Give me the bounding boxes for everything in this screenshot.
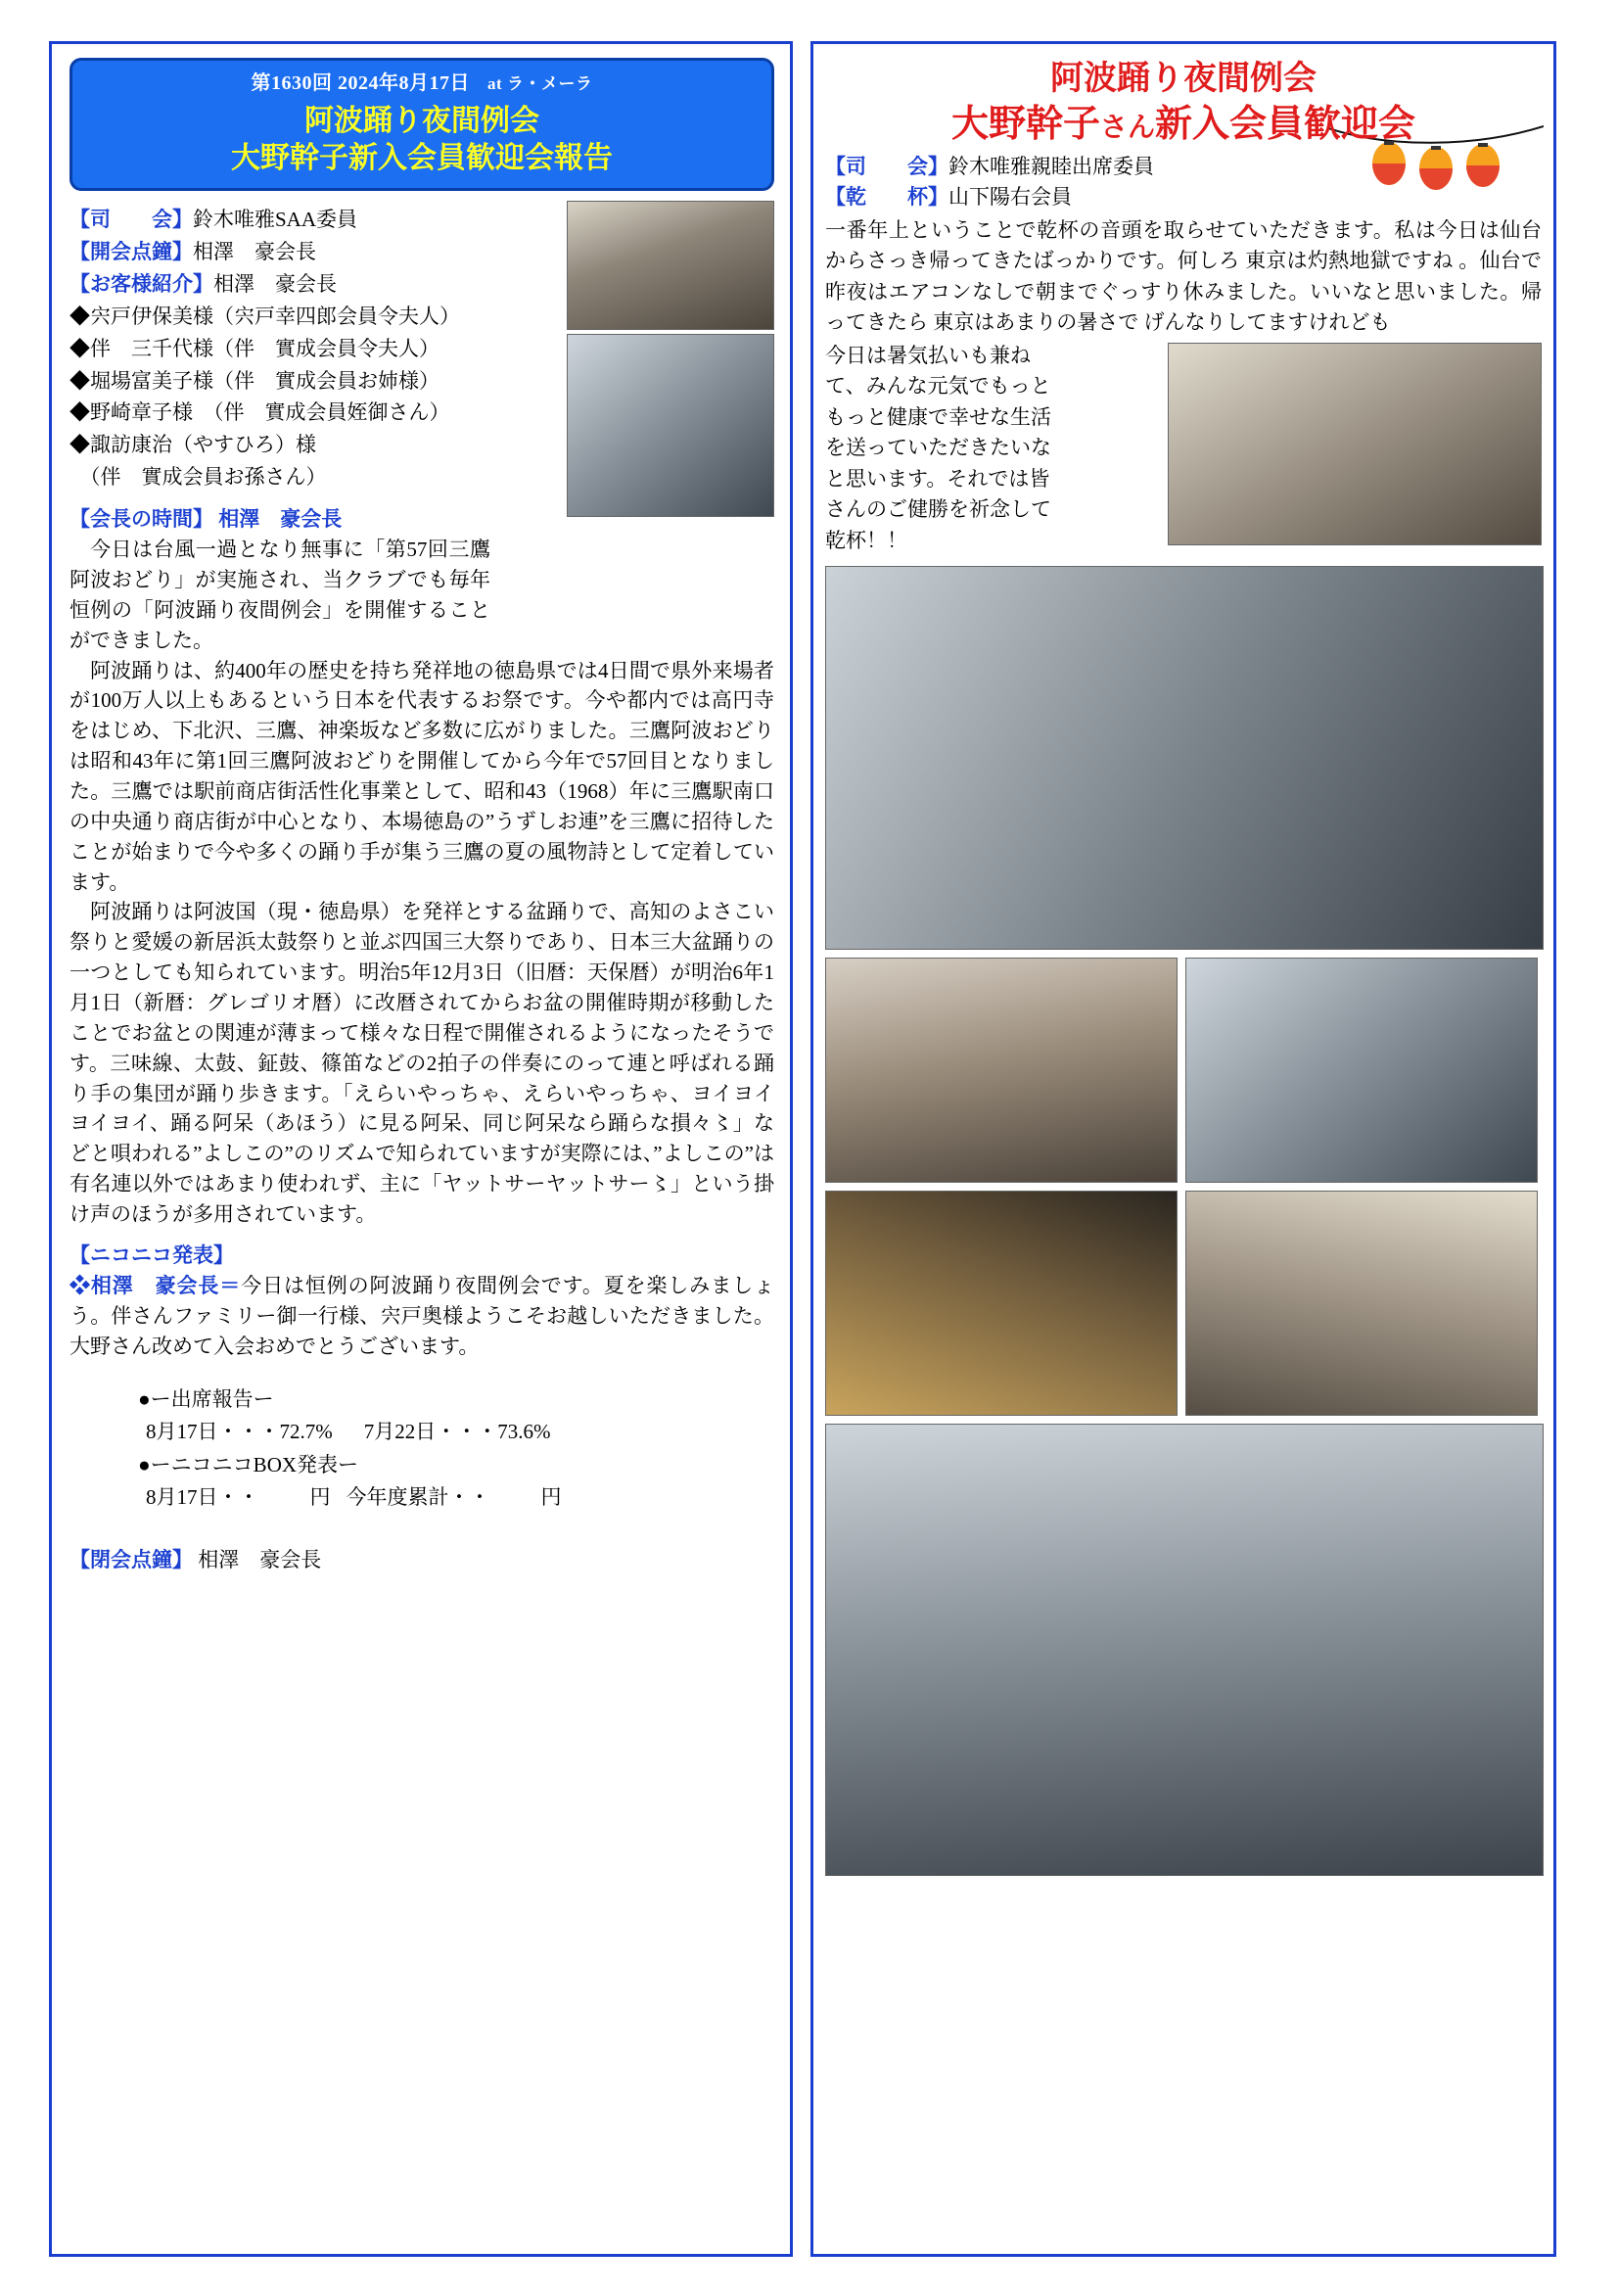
right-title-line2 — [825, 101, 1542, 149]
banner-title-line2: 大野幹子新入会員歓迎会報告 — [231, 141, 613, 174]
banner-title-line1: 阿波踊り夜間例会 — [304, 105, 539, 137]
nikoniko-total-label: 今年度累計・・ — [346, 1485, 490, 1510]
nikoniko-box-amounts — [128, 1481, 774, 1515]
right-role-label: 【乾 杯】 — [825, 185, 948, 210]
photo-party-wide — [825, 566, 1544, 950]
niko-speaker: ❖相澤 豪会長＝ — [69, 1273, 242, 1297]
right-role-value: 山下陽右会員 — [948, 185, 1072, 210]
right-role-row — [825, 152, 1542, 183]
role-value: 鈴木唯雅SAA委員 — [193, 208, 358, 231]
role-value: 相澤 豪会長 — [213, 271, 337, 296]
right-roles — [825, 152, 1542, 213]
role-label: 【司 会】 — [69, 208, 193, 231]
banner-meeting-number-date: 第1630回 2024年8月17日 — [251, 72, 471, 94]
niko-text: 今日は恒例の阿波踊り夜間例会です。夏を楽しみましょう。伴さんファミリー御一行様、宍戸奥様ようこそお越しいただきました。大野さん改めて入会おめでとうございます。 — [69, 1273, 774, 1358]
banner-meeting-info — [80, 67, 763, 95]
toast-paragraph-2-block — [825, 341, 1542, 557]
attendance-date-2: 7月22日・・・73.6% — [363, 1420, 551, 1444]
president-time-label: 【会長の時間】 — [69, 507, 213, 532]
role-row — [69, 237, 490, 268]
photo-toast-venice — [1168, 343, 1542, 545]
left-column — [49, 41, 793, 2257]
attendance-title: ●ー出席報告ー — [138, 1386, 274, 1411]
president-time-heading — [69, 503, 490, 533]
photo-awa-odori-street — [825, 1191, 1178, 1416]
guest-item: （伴 實成会員お孫さん） — [69, 465, 327, 490]
right-column — [810, 41, 1556, 2257]
photo-group-table — [825, 1424, 1544, 1876]
closing-line — [69, 1544, 774, 1573]
intro-block — [69, 205, 774, 656]
photo-president-speaking — [567, 334, 774, 517]
guest-item: ◆伴 三千代様（伴 實成会員令夫人） — [69, 336, 439, 360]
role-label: 【お客様紹介】 — [69, 271, 213, 296]
guest-item: ◆堀場富美子様（伴 實成会員お姉様） — [69, 368, 439, 393]
right-title-honorific: さん — [1099, 113, 1155, 144]
right-title-name: 大野幹子 — [950, 104, 1100, 146]
president-para-1: 今日は台風一過となり無事に「第57回三鷹阿波おどり」が実施され、当クラブでも毎年恒例の「阿波踊り夜間例会」を開催することができました。 — [69, 538, 490, 652]
guest-item: ◆野崎章子様 （伴 實成会員姪御さん） — [69, 400, 450, 425]
photo-table-right — [1185, 958, 1538, 1183]
right-role-label: 【司 会】 — [825, 154, 948, 178]
right-title-line1: 阿波踊り夜間例会 — [1050, 61, 1317, 97]
closing-label: 【閉会点鐘】 — [69, 1547, 193, 1571]
attendance-report — [69, 1383, 774, 1515]
toast-paragraph-2: 今日は暑気払いも兼ねて、みんな元気でもっともっと健康で幸せな生活を送っていただきたいなと思います。それでは皆さんのご健勝を祈念して乾杯！！ — [825, 343, 1051, 552]
nikoniko-date: 8月17日・・ — [146, 1485, 259, 1510]
role-row — [69, 205, 490, 236]
right-role-row — [825, 182, 1542, 213]
roles-and-guests — [69, 205, 490, 656]
closing-name: 相澤 豪会長 — [198, 1547, 322, 1571]
guest-item: ◆諏訪康治（やすひろ）様 — [69, 433, 316, 457]
photo-gallery — [825, 566, 1542, 1876]
banner-venue: at ラ・メーラ — [487, 74, 593, 93]
toast-paragraph-1: 一番年上ということで乾杯の音頭を取らせていただきます。私は今日は仙台からさっき帰ってきたばっかりです。何しろ 東京は灼熱地獄ですね 。仙台で昨夜はエアコンなしで朝までぐっすり休みました。いいなと思いました。帰ってきたら 東京はあまりの暑さで げんなりしてますけれども — [825, 217, 1542, 335]
attendance-date-1: 8月17日・・・72.7% — [146, 1420, 333, 1444]
nikoniko-total-yen: 円 — [540, 1485, 562, 1510]
two-column-layout — [49, 41, 1579, 2257]
role-value: 相澤 豪会長 — [193, 239, 316, 263]
nikoniko-box-title: ●ーニコニコBOX発表ー — [138, 1452, 359, 1476]
photo-row-2 — [825, 958, 1542, 1183]
right-role-value: 鈴木唯雅親睦出席委員 — [948, 154, 1154, 178]
guest-item: ◆宍戸伊保美様（宍戸幸四郎会員令夫人） — [69, 304, 460, 328]
photo-mc-speaking — [567, 201, 774, 330]
president-para-3: 阿波踊りは阿波国（現・徳島県）を発祥とする盆踊りで、高知のよさこい祭りと愛媛の新居浜太鼓祭りと並ぶ四国三大祭りであり、日本三大盆踊りの一つとしても知られています。明治5年12月3日（旧暦：天保暦）が明治6年1月1日（新暦：グレゴリオ暦）に改暦されてからお盆の開催時期が移動したことでお盆との関連が薄まって様々な日程で開催されるようになったそうです。三味線、太鼓、鉦鼓、篠笛などの2拍子の伴奏にのって連と呼ばれる踊り手の集団が踊り歩きます。「えらいやっちゃ、えらいやっちゃ、ヨイヨイヨイヨイ、踊る阿呆（あほう）に見る阿呆、同じ阿呆なら踊らな損々〻」などと唄われる”よしこの”のリズムで知られていますが実際には、”よしこの”は有名連以外ではあまり使われず、主に「ヤットサーヤットサー〻」という掛け声のほうが多用されています。 — [69, 900, 774, 1227]
left-header-banner — [69, 58, 774, 191]
role-label: 【開会点鐘】 — [69, 239, 193, 263]
attendance-rates — [128, 1416, 774, 1449]
right-title — [825, 58, 1542, 150]
photo-selfie-members — [1185, 1191, 1538, 1416]
niko-heading: 【ニコニコ発表】 — [69, 1242, 234, 1267]
nikoniko-yen: 円 — [309, 1485, 331, 1510]
president-para-2: 阿波踊りは、約400年の歴史を持ち発祥地の徳島県では4日間で県外来場者が100万人以上もあるという日本を代表するお祭です。今や都内では高円寺をはじめ、下北沢、三鷹、神楽坂など多数に広がりました。三鷹阿波おどりは昭和43年に第1回三鷹阿波おどりを開催してから今年で57回目となりました。三鷹では駅前商店街活性化事業として、昭和43（1968）年に三鷹駅南口の中央通り商店街が中心となり、本場徳島の”うずしお連”を三鷹に招待したことが始まりで今や多くの踊り手が集う三鷹の夏の風物詩として定着しています。 — [69, 658, 774, 894]
role-row — [69, 269, 490, 301]
photo-row-3 — [825, 1191, 1542, 1416]
photo-table-left — [825, 958, 1178, 1183]
niko-paragraph — [69, 1271, 774, 1362]
right-title-rest: 新入会員歓迎会 — [1155, 104, 1416, 146]
president-time-name: 相澤 豪会長 — [218, 507, 343, 532]
